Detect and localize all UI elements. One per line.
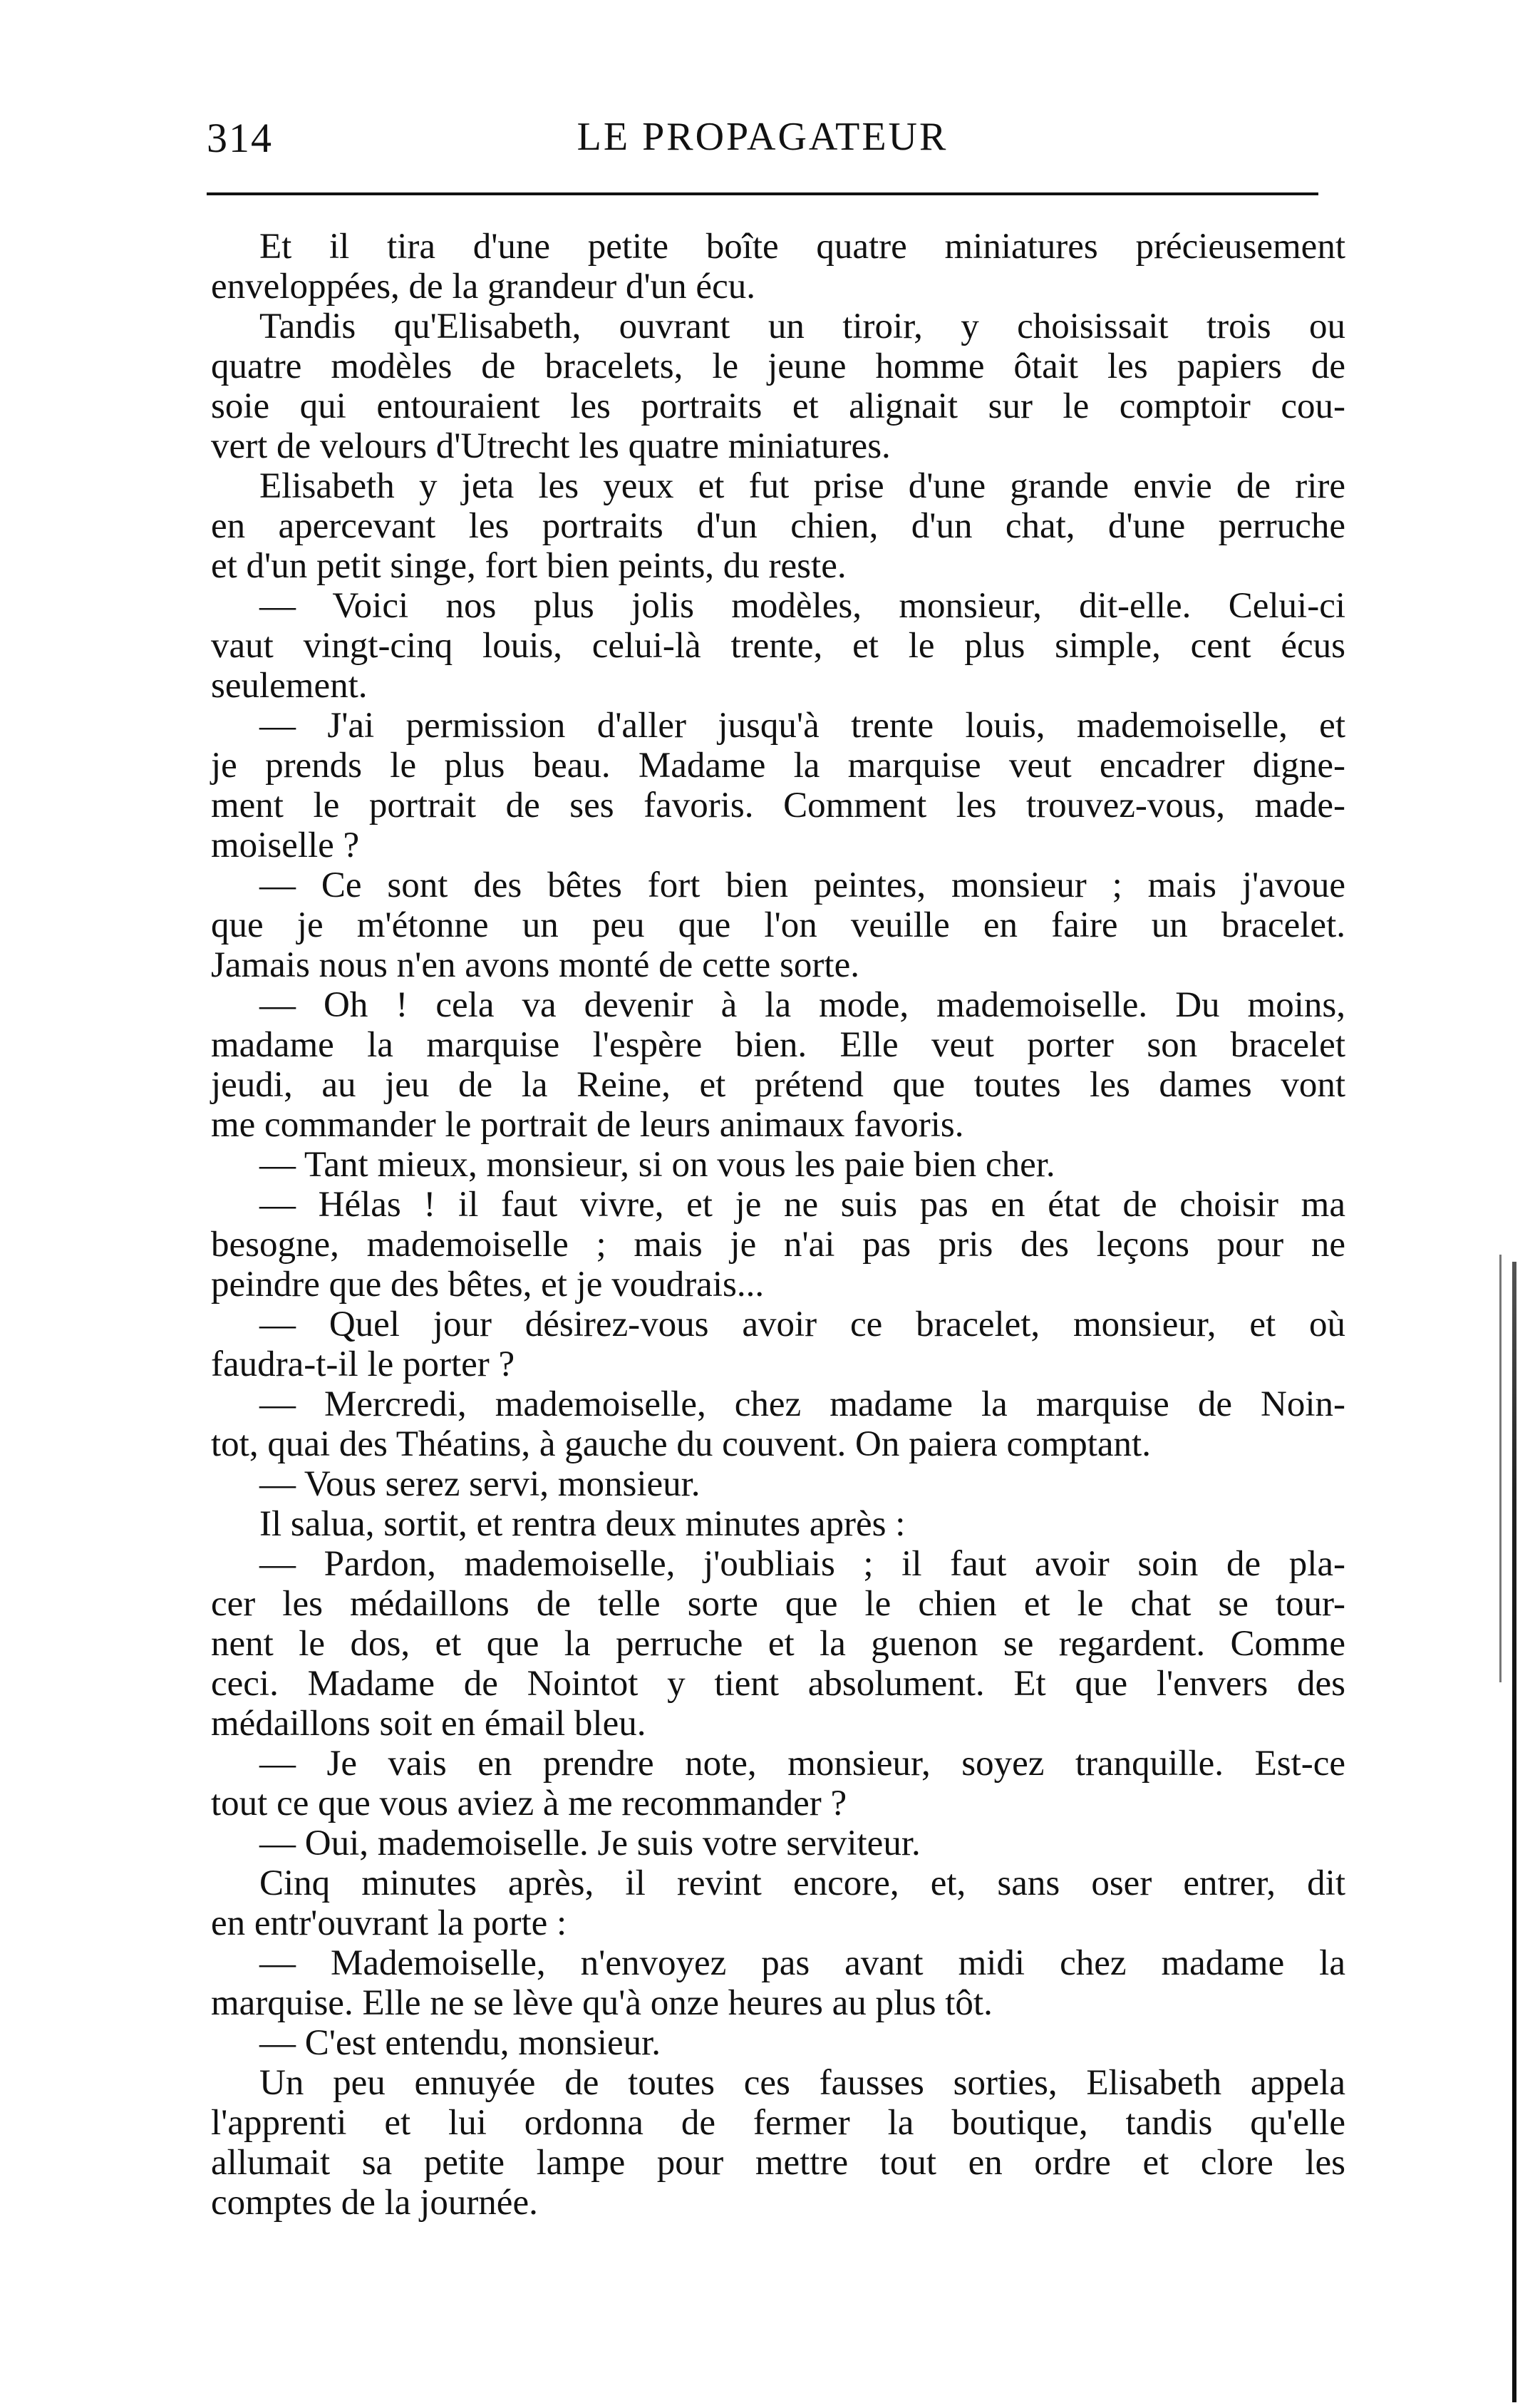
- text-line: quatre modèles de bracelets, le jeune homme ôtait les papiers de: [211, 346, 1345, 386]
- text-line: seulement.: [211, 666, 368, 706]
- text-line: nent le dos, et que la perruche et la guenon se regardent. Comme: [211, 1624, 1345, 1664]
- text-line: enveloppées, de la grandeur d'un écu.: [211, 267, 755, 307]
- text-line: — Vous serez servi, monsieur.: [259, 1464, 701, 1504]
- text-line: faudra-t-il le porter ?: [211, 1344, 515, 1384]
- text-line: l'apprenti et lui ordonna de fermer la boutique, tandis qu'elle: [211, 2103, 1345, 2143]
- text-line: en entr'ouvrant la porte :: [211, 1903, 567, 1943]
- text-line: tout ce que vous aviez à me recommander ?: [211, 1784, 847, 1823]
- text-line: — Quel jour désirez-vous avoir ce bracelet, monsieur, et où: [259, 1305, 1345, 1344]
- text-line: moiselle ?: [211, 825, 360, 865]
- text-line: madame la marquise l'espère bien. Elle veut porter son bracelet: [211, 1025, 1345, 1065]
- scan-edge-faint: [1499, 1255, 1502, 1682]
- text-line: — Voici nos plus jolis modèles, monsieur, dit-elle. Celui-ci: [259, 586, 1345, 626]
- text-line: Jamais nous n'en avons monté de cette sorte.: [211, 945, 859, 985]
- text-line: — Hélas ! il faut vivre, et je ne suis pas en état de choisir ma: [259, 1185, 1345, 1225]
- text-line: ceci. Madame de Nointot y tient absolument. Et que l'envers des: [211, 1664, 1345, 1704]
- text-line: vaut vingt-cinq louis, celui-là trente, et le plus simple, cent écus: [211, 626, 1345, 666]
- page-number: 314: [207, 115, 273, 161]
- text-line: — J'ai permission d'aller jusqu'à trente louis, mademoiselle, et: [259, 706, 1345, 746]
- text-line: comptes de la journée.: [211, 2183, 538, 2223]
- text-line: et d'un petit singe, fort bien peints, du reste.: [211, 546, 847, 586]
- text-line: Et il tira d'une petite boîte quatre miniatures précieusement: [259, 227, 1345, 267]
- scan-edge: [1512, 1262, 1516, 2402]
- text-line: — Pardon, mademoiselle, j'oubliais ; il faut avoir soin de pla-: [259, 1544, 1345, 1584]
- text-line: médaillons soit en émail bleu.: [211, 1704, 646, 1744]
- body-text: [211, 227, 1345, 2223]
- text-line: peindre que des bêtes, et je voudrais...: [211, 1265, 765, 1305]
- text-line: tot, quai des Théatins, à gauche du couvent. On paiera comptant.: [211, 1424, 1151, 1464]
- text-line: je prends le plus beau. Madame la marquise veut encadrer digne-: [211, 746, 1345, 786]
- text-line: — Tant mieux, monsieur, si on vous les paie bien cher.: [259, 1145, 1055, 1185]
- text-line: que je m'étonne un peu que l'on veuille en faire un bracelet.: [211, 905, 1345, 945]
- text-line: — Oui, mademoiselle. Je suis votre serviteur.: [259, 1823, 921, 1863]
- text-line: — Mercredi, mademoiselle, chez madame la marquise de Noin-: [259, 1384, 1345, 1424]
- text-line: Un peu ennuyée de toutes ces fausses sorties, Elisabeth appela: [259, 2063, 1345, 2103]
- text-line: — C'est entendu, monsieur.: [259, 2023, 661, 2063]
- text-line: Cinq minutes après, il revint encore, et, sans oser entrer, dit: [259, 1863, 1345, 1903]
- text-line: — Oh ! cela va devenir à la mode, mademoiselle. Du moins,: [259, 985, 1345, 1025]
- text-line: soie qui entouraient les portraits et alignait sur le comptoir cou-: [211, 386, 1345, 426]
- text-line: besogne, mademoiselle ; mais je n'ai pas pris des leçons pour ne: [211, 1225, 1345, 1265]
- text-line: vert de velours d'Utrecht les quatre miniatures.: [211, 426, 891, 466]
- text-line: — Ce sont des bêtes fort bien peintes, monsieur ; mais j'avoue: [259, 865, 1345, 905]
- page-header: [207, 114, 1318, 171]
- text-line: cer les médaillons de telle sorte que le chien et le chat se tour-: [211, 1584, 1345, 1624]
- text-line: Il salua, sortit, et rentra deux minutes après :: [259, 1504, 906, 1544]
- text-line: jeudi, au jeu de la Reine, et prétend que toutes les dames vont: [211, 1065, 1345, 1105]
- text-line: — Mademoiselle, n'envoyez pas avant midi chez madame la: [259, 1943, 1345, 1983]
- text-line: — Je vais en prendre note, monsieur, soyez tranquille. Est-ce: [259, 1744, 1345, 1784]
- text-line: Tandis qu'Elisabeth, ouvrant un tiroir, y choisissait trois ou: [259, 307, 1345, 346]
- text-line: me commander le portrait de leurs animaux favoris.: [211, 1105, 964, 1145]
- text-line: allumait sa petite lampe pour mettre tout en ordre et clore les: [211, 2143, 1345, 2183]
- text-line: marquise. Elle ne se lève qu'à onze heures au plus tôt.: [211, 1983, 993, 2023]
- text-line: en apercevant les portraits d'un chien, d'un chat, d'une perruche: [211, 506, 1345, 546]
- text-line: ment le portrait de ses favoris. Comment les trouvez-vous, made-: [211, 786, 1345, 825]
- running-title: LE PROPAGATEUR: [577, 115, 949, 159]
- text-line: Elisabeth y jeta les yeux et fut prise d'une grande envie de rire: [259, 466, 1345, 506]
- header-rule: [207, 192, 1318, 195]
